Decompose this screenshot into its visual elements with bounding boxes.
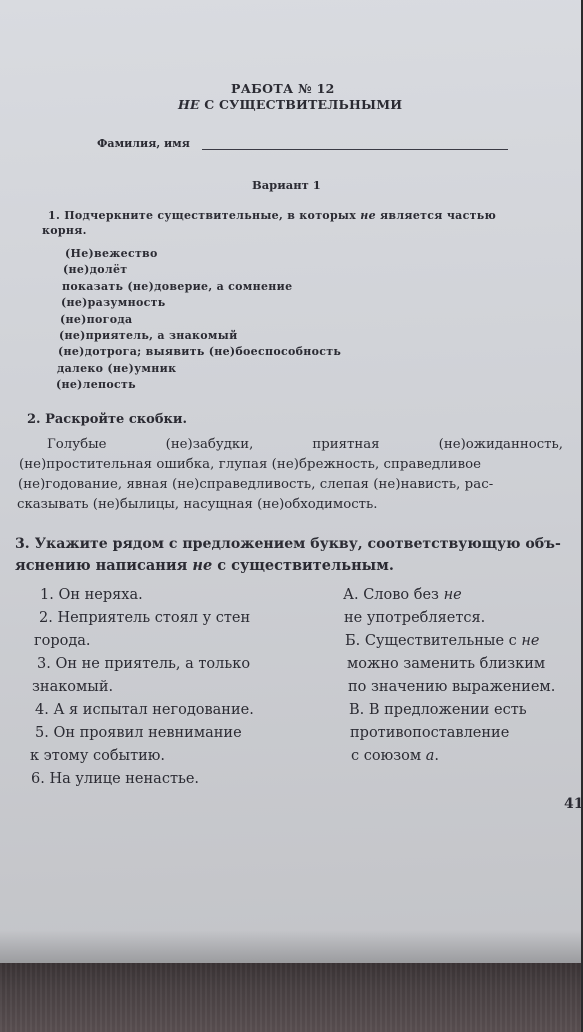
ex3-heading-italic: не [192, 557, 213, 574]
ex2-line4: сказывать (не)былицы, насущная (не)обходимость. [17, 497, 378, 512]
page-subtitle [178, 97, 402, 112]
exercise3-heading-line1: 3. Укажите рядом с предложением букву, соответствующую объ- [15, 536, 561, 552]
exercise2-heading: 2. Раскройте скобки. [27, 412, 188, 427]
ex3-left-8: к этому событию. [30, 748, 166, 764]
ex1-item-7: (не)дотрога; выявить (не)боеспособность [58, 345, 342, 358]
ex1-prompt-b: является частью [375, 209, 497, 222]
ex3-right-6: В. В предложении есть [349, 702, 527, 718]
ex3-right-5: по значению выражением. [348, 679, 556, 695]
ex1-prompt-a: 1. Подчеркните существительные, в которых [48, 209, 361, 222]
ex3-right-1-i: не [443, 587, 462, 603]
variant-label: Вариант 1 [252, 178, 321, 192]
ex3-left-7: 5. Он проявил невнимание [35, 725, 242, 741]
ex3-left-6: 4. А я испытал негодование. [35, 702, 254, 718]
ex1-prompt-italic: не [360, 209, 376, 222]
exercise3-heading-line2 [15, 557, 394, 574]
ex2-line2: (не)простительная ошибка, глупая (не)брежность, справедливое [19, 457, 482, 472]
ex3-right-4: можно заменить близким [347, 656, 546, 672]
ex1-item-8: далеко (не)умник [57, 362, 177, 375]
ex2-line1 [47, 437, 563, 452]
ex3-right-8-b: . [434, 748, 439, 764]
name-line[interactable] [202, 149, 508, 150]
exercise1-prompt-line1 [48, 209, 496, 222]
ex3-right-2: не употребляется. [344, 610, 486, 626]
ex3-right-8-i: а [425, 748, 435, 764]
ex1-item-9: (не)лепость [56, 378, 136, 391]
ex3-right-3-i: не [521, 633, 540, 649]
ex3-left-3: города. [34, 633, 91, 649]
ex1-item-5: (не)погода [60, 313, 133, 326]
ex3-left-1: 1. Он неряха. [40, 587, 143, 603]
ex1-item-3: показать (не)доверие, а сомнение [62, 280, 293, 293]
ex3-left-9: 6. На улице ненастье. [31, 771, 200, 787]
page-title: РАБОТА № 12 [231, 81, 335, 96]
ex2-word-2: (не)забудки, [165, 437, 254, 452]
page-number: 41 [564, 796, 583, 812]
ex3-right-8 [351, 748, 439, 764]
ex2-word-1: Голубые [47, 437, 107, 452]
ex3-left-4: 3. Он не приятель, а только [37, 656, 251, 672]
table-texture [0, 963, 581, 1032]
ex3-right-8-a: с союзом [351, 748, 426, 764]
ex1-item-1: (Не)вежество [65, 247, 158, 260]
ex3-right-3 [345, 633, 540, 649]
ex3-heading-b: с существительным. [212, 557, 394, 574]
name-label: Фамилия, имя [97, 137, 190, 150]
ex3-left-5: знакомый. [32, 679, 114, 695]
ex1-item-2: (не)долёт [63, 263, 128, 276]
ex3-heading-a: яснению написания [15, 557, 193, 574]
ex3-right-7: противопоставление [350, 725, 510, 741]
subtitle-rest: С СУЩЕСТВИТЕЛЬНЫМИ [199, 97, 403, 112]
ex3-left-2: 2. Неприятель стоял у стен [39, 610, 251, 626]
ex2-line3: (не)годование, явная (не)справедливость, слепая (не)нависть, рас- [18, 477, 494, 492]
ex1-item-4: (не)разумность [61, 296, 166, 309]
ex1-item-6: (не)приятель, а знакомый [59, 329, 238, 342]
ex3-right-1 [343, 587, 462, 603]
subtitle-italic: НЕ [178, 97, 200, 112]
ex2-word-4: (не)ожиданность, [438, 437, 563, 452]
exercise1-prompt-line2: корня. [42, 224, 87, 237]
ex3-right-3-a: Б. Существительные с [345, 633, 522, 649]
ex3-right-1-a: А. Слово без [343, 587, 444, 603]
ex2-word-3: приятная [312, 437, 380, 452]
